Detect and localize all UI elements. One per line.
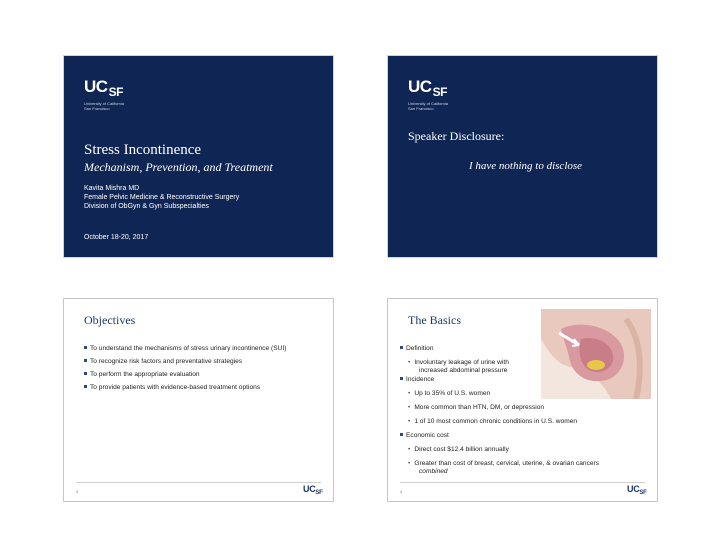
slide-disclosure bbox=[387, 55, 658, 258]
list-item: • Greater than cost of breast, cervical, uterine, & ovarian cancers bbox=[408, 460, 600, 467]
logo-line1: University of California bbox=[84, 101, 125, 106]
page-number: 4 bbox=[400, 489, 403, 494]
basics-list bbox=[400, 345, 650, 476]
logo-line1: University of California bbox=[408, 101, 449, 106]
objectives-list bbox=[84, 345, 329, 397]
list-item: • Involuntary leakage of urine with bbox=[408, 359, 509, 366]
list-item: Economic cost bbox=[400, 432, 650, 440]
slide-objectives bbox=[63, 298, 334, 502]
list-item: To recognize risk factors and preventative strategies bbox=[84, 358, 329, 366]
slide1-dept1: Female Pelvic Medicine & Reconstructive Surgery bbox=[84, 194, 240, 201]
list-item: To provide patients with evidence-based treatment options bbox=[84, 384, 329, 392]
slide4-title: The Basics bbox=[408, 313, 461, 327]
ucsf-logo-small: $UC_{SF}$ bbox=[627, 484, 647, 496]
page-number: 3 bbox=[76, 489, 79, 494]
list-item-continuation: combined bbox=[419, 468, 448, 475]
footer-divider bbox=[76, 482, 321, 483]
slide1-author: Kavita Mishra MD bbox=[84, 185, 140, 192]
slide-title bbox=[63, 55, 334, 258]
list-item: • Up to 35% of U.S. women bbox=[408, 390, 491, 397]
logo-suffix: SF bbox=[432, 85, 447, 99]
slide-basics bbox=[387, 298, 658, 502]
list-item: • More common than HTN, DM, or depression bbox=[408, 404, 545, 411]
list-item: • 1 of 10 most common chronic conditions in U.S. women bbox=[408, 418, 578, 425]
slide1-date: October 18-20, 2017 bbox=[84, 234, 149, 241]
list-item: • Direct cost $12.4 billion annually bbox=[408, 446, 509, 453]
logo-main: UC bbox=[84, 77, 108, 96]
slide2-title: Speaker Disclosure: bbox=[408, 129, 505, 143]
footer-divider bbox=[400, 482, 645, 483]
list-item: Incidence bbox=[400, 376, 650, 384]
list-item-continuation: increased abdominal pressure bbox=[419, 367, 508, 374]
list-item: Definition bbox=[400, 345, 650, 353]
slide1-dept2: Division of ObGyn & Gyn Subspecialties bbox=[84, 203, 209, 210]
logo-suffix: SF bbox=[108, 85, 123, 99]
slide1-subtitle: Mechanism, Prevention, and Treatment bbox=[84, 160, 273, 174]
slide2-statement: I have nothing to disclose bbox=[469, 160, 583, 172]
ucsf-logo bbox=[84, 78, 124, 111]
logo-line2: San Francisco bbox=[408, 106, 434, 111]
ucsf-logo-small: $UC_{SF}$ bbox=[303, 484, 323, 496]
slide3-title: Objectives bbox=[84, 313, 136, 327]
logo-line2: San Francisco bbox=[84, 106, 110, 111]
ucsf-logo bbox=[408, 78, 448, 111]
logo-main: UC bbox=[408, 77, 432, 96]
list-item: To understand the mechanisms of stress urinary incontinence (SUI) bbox=[84, 345, 329, 353]
slide1-title: Stress Incontinence bbox=[84, 142, 202, 158]
list-item: To perform the appropriate evaluation bbox=[84, 371, 329, 379]
